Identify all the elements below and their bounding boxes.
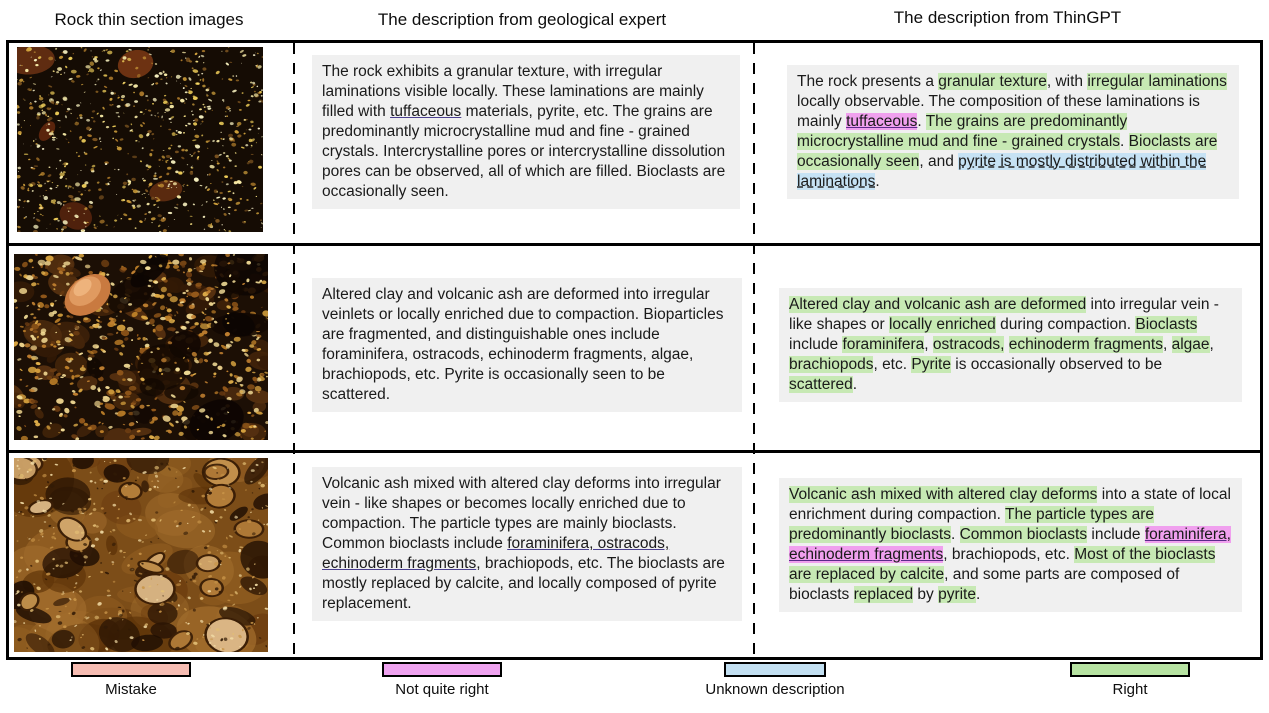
text-segment: Bioclasts are occasionally seen [797,133,1218,170]
text-segment: , [924,336,933,353]
text-segment: pyrite [938,586,976,603]
legend [0,662,1269,710]
legend-item-not-quite-right [342,662,542,698]
legend-label: Right [1112,681,1148,698]
rock-thin-section-image-3 [14,458,268,652]
text-segment: is occasionally observed to be [950,356,1163,373]
text-segment: foraminifera [842,336,925,353]
expert-description-3 [312,467,742,621]
thingpt-description-2 [779,288,1242,402]
text-segment: Altered clay and volcanic ash are deformed [789,296,1087,313]
legend-item-right [1030,662,1230,698]
rock-thin-section-image-1 [17,47,263,232]
expert-cell-2 [295,246,755,450]
text-segment: tuffaceous [390,103,462,120]
text-segment: Common bioclasts [959,526,1088,543]
text-segment: Pyrite [911,356,951,373]
text-segment: . [1120,133,1129,150]
text-segment: , [1162,336,1172,353]
text-segment: Most of the bioclasts are replaced by calcite [789,546,1216,583]
text-segment: algae [1171,336,1210,353]
legend-label: Unknown description [705,681,845,698]
legend-label: Mistake [105,681,157,698]
text-segment: include [1087,526,1145,543]
text-segment: Bioclasts [1135,316,1198,333]
expert-cell-1 [295,43,755,243]
text-segment: include [789,336,843,353]
text-segment: . [917,113,926,130]
text-segment: The grains are predominantly microcrystalline mud and fine - grained crystals [797,113,1128,150]
table-row [9,450,1260,657]
thingpt-description-1 [787,65,1239,199]
header-rock-images: Rock thin section images [54,10,244,29]
text-segment: Volcanic ash mixed with altered clay deforms into irregular vein - like shapes or becomes locally enriched due to compaction. The particle types are mainly bioclasts. Common bioclasts include [322,475,721,552]
text-segment: , and [919,153,959,170]
legend-item-mistake [31,662,231,698]
text-segment: foraminifera, ostracods, echinoderm fragments [322,535,670,572]
text-segment: . [950,526,960,543]
text-segment: Altered clay and volcanic ash are deformed into irregular veinlets or locally enriched due to compaction. Bioparticles are fragmented, and distinguishable ones include foraminifera, ostracods, echinoderm fragments, algae, brachiopods, etc. Pyrite is occasionally seen to be scattered. [322,286,724,403]
text-segment: . [852,376,858,393]
text-segment: The particle types are predominantly bioclasts [789,506,1155,543]
thingpt-description-3 [779,478,1242,612]
text-segment: irregular laminations [1087,73,1227,90]
text-segment: , brachiopods, etc. The bioclasts are mostly replaced by calcite, and locally composed of pyrite replacement. [322,555,725,612]
header-expert-description: The description from geological expert [377,10,667,29]
text-segment: materials, pyrite, etc. The grains are predominantly microcrystalline mud and fine - grained crystals. Intercrystalline pores or intercrystalline dissolution pores can be observed, all of which are filled. Bioclasts are occasionally seen. [322,103,726,200]
text-segment: granular texture [938,73,1047,90]
header-thingpt-description: The description from ThinGPT [893,8,1122,27]
legend-label: Not quite right [395,681,489,698]
right-color-swatch [1070,662,1190,677]
text-segment: pyrite is mostly distributed within the laminations [797,153,1207,190]
expert-description-1 [312,55,740,209]
text-segment: , and some parts are composed of bioclasts [789,566,1180,603]
text-segment: , [1209,336,1214,353]
text-segment: , etc. [873,356,912,373]
text-segment: ostracods, [932,336,1005,353]
dashed-divider-2 [753,43,755,657]
expert-cell-3 [295,453,755,657]
text-segment: into a state of local enrichment during compaction. [789,486,1231,523]
text-segment: by [913,586,939,603]
text-segment: brachiopods [789,356,874,373]
text-segment: . [875,173,880,190]
thingpt-cell-3 [755,453,1260,657]
text-segment: echinoderm fragments [1008,336,1163,353]
text-segment: replaced [853,586,914,603]
mistake-color-swatch [71,662,191,677]
image-cell-1 [9,43,295,243]
text-segment: Volcanic ash mixed with altered clay deforms [789,486,1098,503]
text-segment: The rock exhibits a granular texture, with irregular laminations visible locally. These laminations are mainly filled with [322,63,704,120]
text-segment: scattered [789,376,853,393]
text-segment: locally observable. The composition of these laminations is mainly [797,93,1200,130]
not-quite-right-color-swatch [382,662,502,677]
text-segment: , with [1046,73,1088,90]
text-segment: The rock presents a [797,73,939,90]
legend-item-unknown-description [675,662,875,698]
rock-thin-section-image-2 [14,254,268,440]
unknown-description-color-swatch [724,662,826,677]
image-cell-3 [9,453,295,657]
text-segment: into irregular vein - like shapes or [789,296,1219,333]
comparison-table [6,40,1263,660]
text-segment: , brachiopods, etc. [943,546,1075,563]
table-row [9,243,1260,450]
text-segment: tuffaceous [846,113,918,130]
thingpt-cell-2 [755,246,1260,450]
text-segment: during compaction. [995,316,1136,333]
dashed-divider-1 [293,43,295,657]
thingpt-cell-1 [755,43,1260,243]
table-row [9,43,1260,243]
text-segment: locally enriched [888,316,996,333]
text-segment: foraminifera, echinoderm fragments [789,526,1231,563]
column-headers [6,0,1263,40]
text-segment: . [975,586,981,603]
expert-description-2 [312,278,742,412]
image-cell-2 [9,246,295,450]
